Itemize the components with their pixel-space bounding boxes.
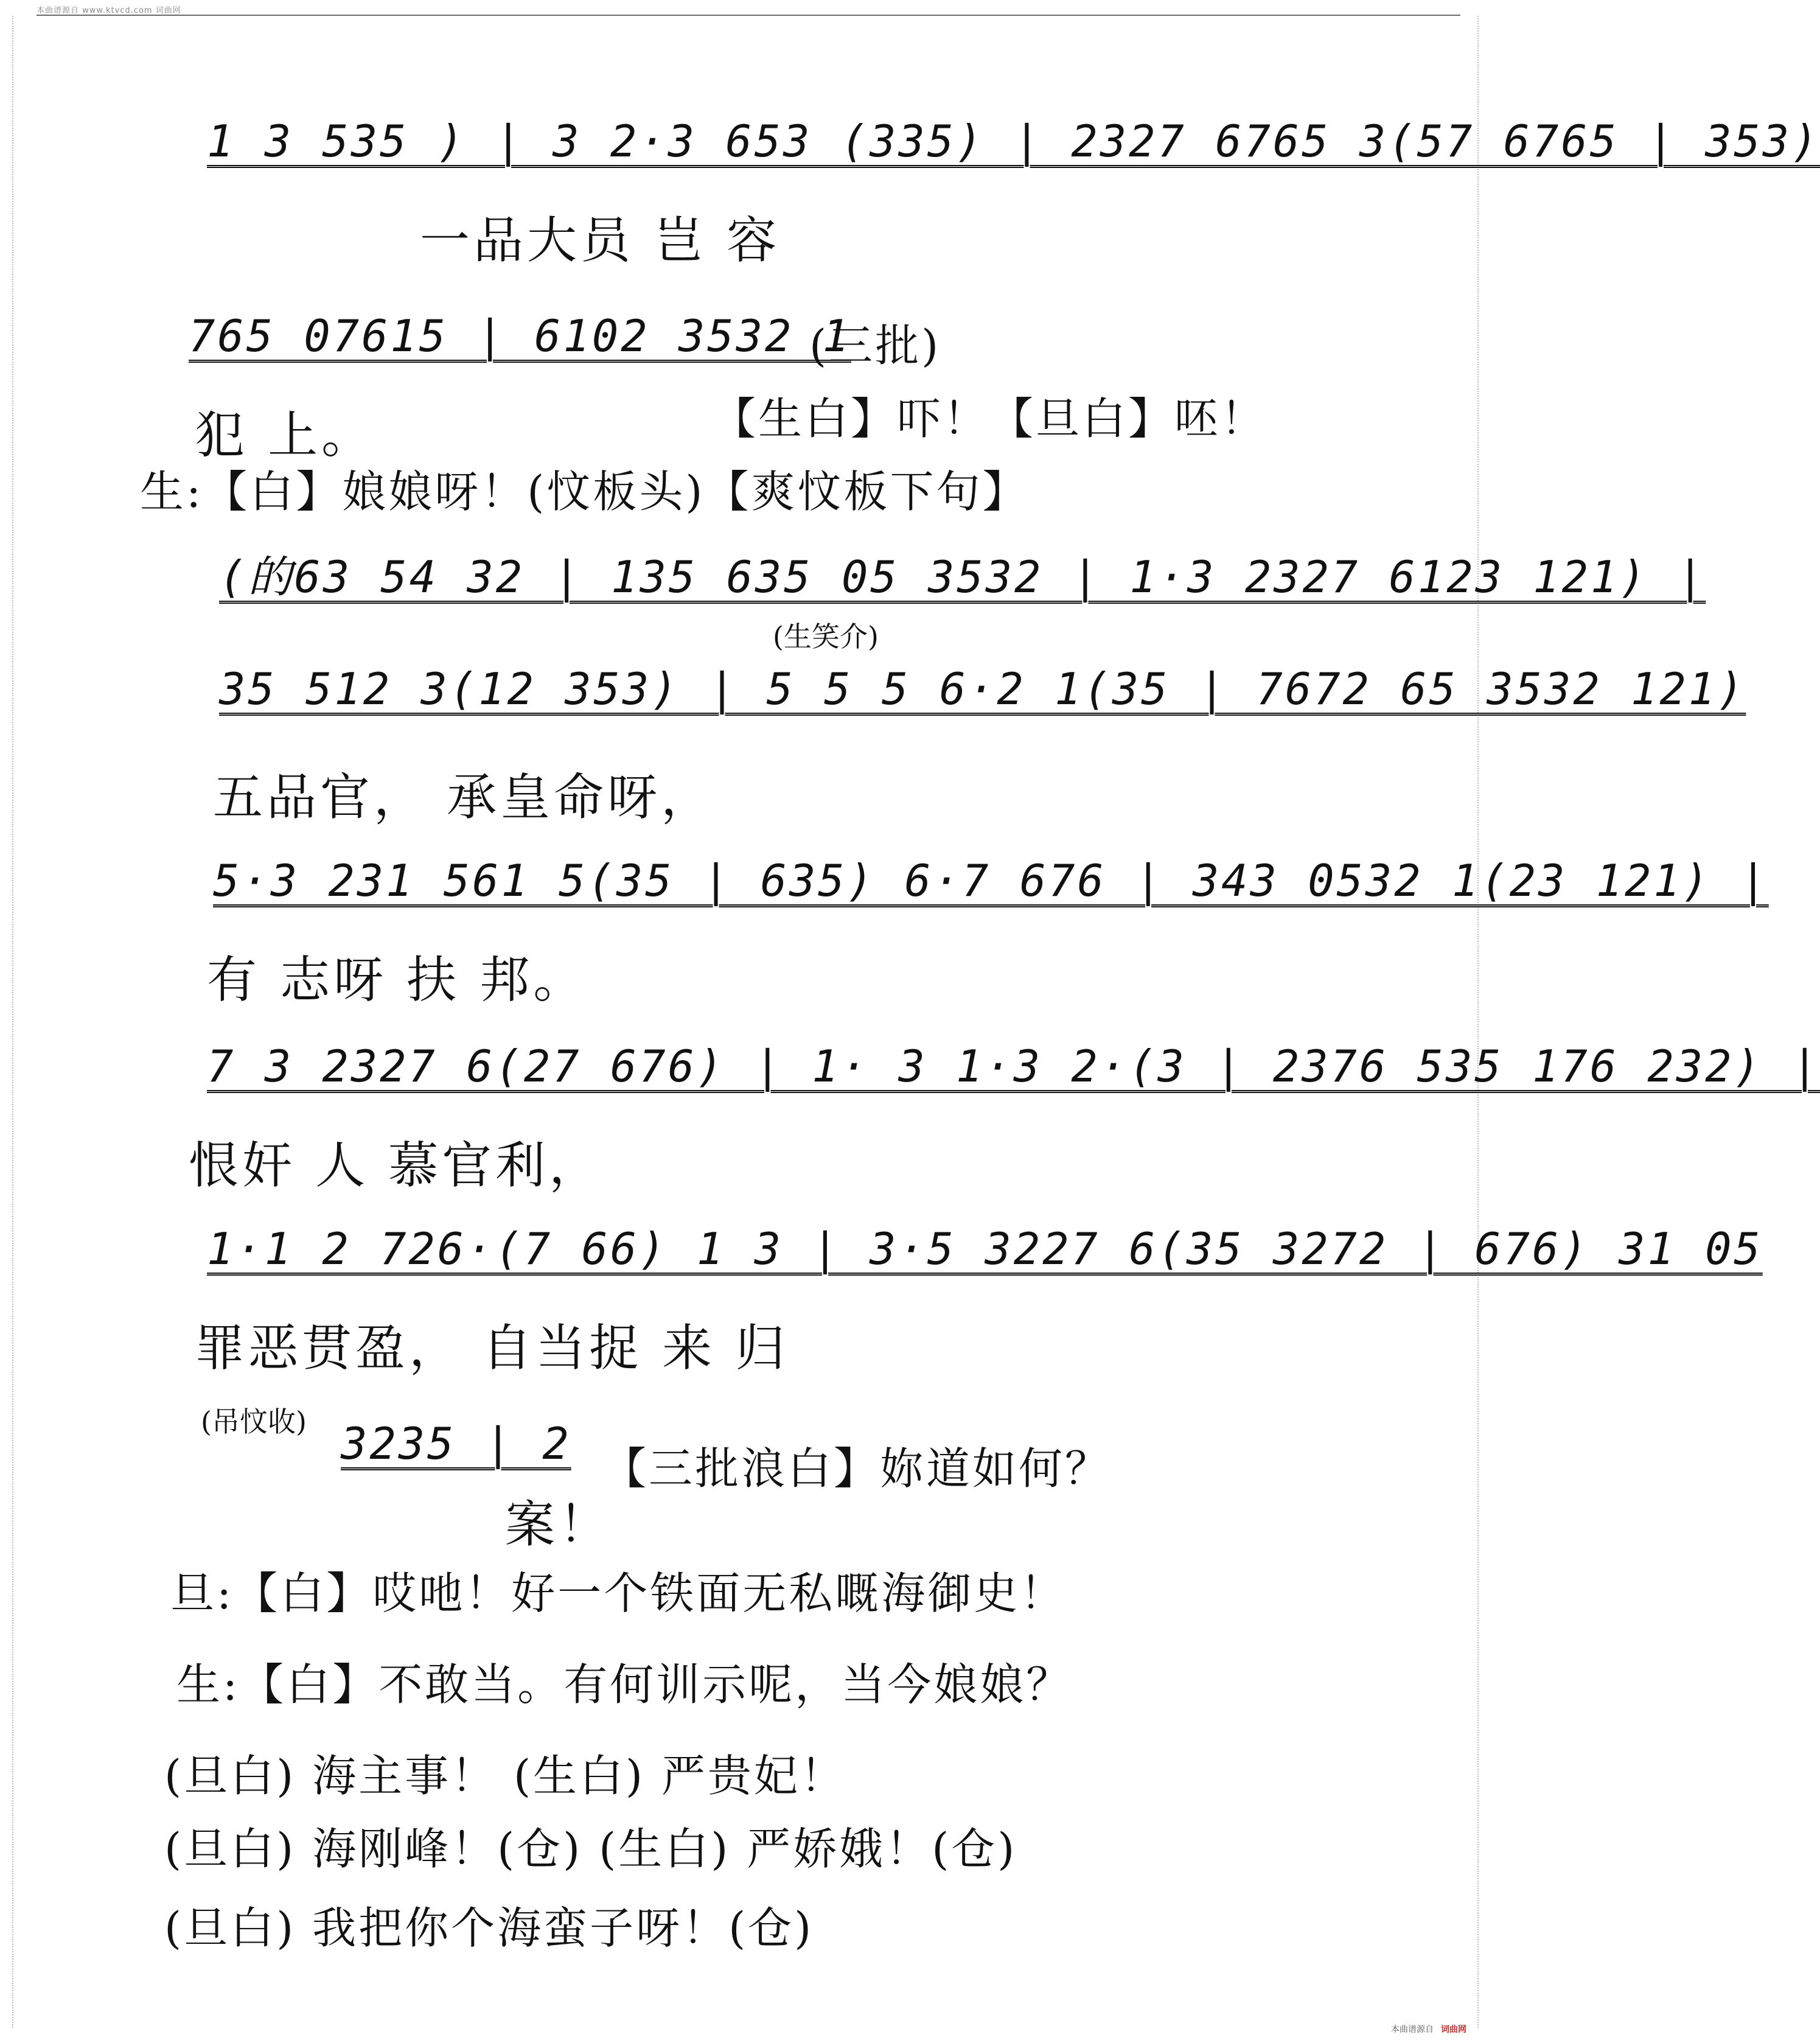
- notation-row-5: 35 512 3(12 353) | 5 5 5 6·2 1(35 | 7672 65 3532 121): [219, 663, 1746, 714]
- dialogue-line-4: (旦白) 海刚峰！(仓) (生白) 严娇娥！(仓): [164, 1823, 1017, 1874]
- bottom-watermark-text: 本曲谱源自: [1391, 2025, 1434, 2035]
- dialogue-line-1: 旦:【白】哎吔！好一个铁面无私嘅海御史！: [170, 1568, 1067, 1619]
- notation-row-4: (的63 54 32 | 135 635 05 3532 | 1·3 2327 6123 121) |: [219, 551, 1706, 603]
- notation-row-6: 5·3 231 561 5(35 | 635) 6·7 676 | 343 0532 1(23 121) |: [213, 855, 1769, 906]
- notation-row-7: 7 3 2327 6(27 676) | 1· 3 1·3 2·(3 | 2376 535 176 232) |: [207, 1041, 1820, 1092]
- bottom-watermark: [1391, 2023, 1466, 2035]
- notation-row-9: 3235 | 2: [341, 1418, 571, 1469]
- lyrics-row-7: 恨奸 人 慕官利，: [189, 1137, 603, 1195]
- lyrics-row-6: 有 志呀 扶 邦。: [207, 951, 587, 1009]
- dialogue-line-2: 生:【白】不敢当。有何训示呢，当今娘娘？: [176, 1659, 1073, 1710]
- notation-row-8: 1·1 2 726·(7 66) 1 3 | 3·5 3227 6(35 3272 | 676) 31 05: [207, 1223, 1763, 1274]
- lyrics-row-8: 罪恶贯盈， 自当捉 来 归: [195, 1319, 789, 1377]
- marking-row-2: (三批): [809, 320, 941, 371]
- dialogue-row-2: 【生白】吓！【旦白】呸！: [712, 393, 1267, 444]
- notation-row-1: 1 3 535 ) | 3 2·3 653 (335) | 2327 6765 3(57 6765 | 353): [207, 116, 1820, 167]
- notation-row-2: 765 07615 | 6102 3532 1: [189, 310, 851, 362]
- lyrics-row-9: 案！: [505, 1496, 613, 1554]
- stage-note-row-4: (生笑介): [773, 620, 879, 653]
- lyrics-row-5: 五品官， 承皇命呀，: [213, 769, 715, 826]
- dialogue-line-5: (旦白) 我把你个海蛮子呀！(仓): [164, 1902, 814, 1954]
- site-logo: 词曲网: [1441, 2025, 1466, 2035]
- lyrics-row-2: 犯 上。: [195, 407, 375, 464]
- dialogue-line-3: (旦白) 海主事！ (生白) 严贵妃！: [164, 1750, 847, 1801]
- lyrics-row-1: 一品大员 岂 容: [420, 212, 781, 270]
- marking-row-9: (吊忟收): [201, 1405, 307, 1438]
- top-watermark: 本曲谱源自 www.ktvcd.com 词曲网: [37, 6, 181, 15]
- top-rule: [37, 15, 1460, 16]
- dialogue-row-9: 【三批浪白】妳道如何？: [602, 1443, 1112, 1494]
- dialogue-row-3: 生:【白】娘娘呀！(忟板头)【爽忟板下句】: [140, 466, 1029, 517]
